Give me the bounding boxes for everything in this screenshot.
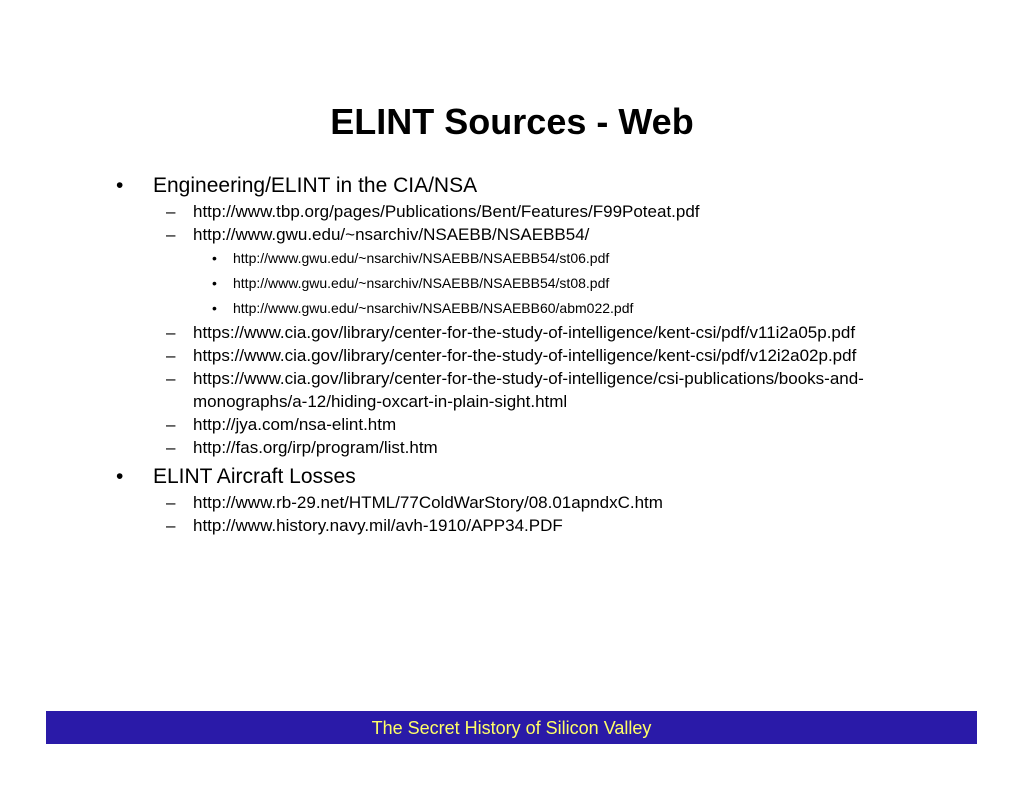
link-text: https://www.cia.gov/library/center-for-the-study-of-intelligence/csi-publications/books-and-monographs/a-12/hiding-oxcart-in-plain-sight.html: [193, 369, 864, 411]
dash-marker: –: [166, 202, 176, 221]
bullet-marker: •: [212, 275, 217, 291]
link-text: https://www.cia.gov/library/center-for-the-study-of-intelligence/kent-csi/pdf/v11i2a05p.pdf: [193, 323, 856, 342]
list-item: [0, 200, 1024, 223]
list-item: [0, 491, 1024, 514]
link-text: http://www.gwu.edu/~nsarchiv/NSAEBB/NSAEBB54/st08.pdf: [233, 275, 610, 291]
sub-list-item: [0, 271, 1024, 296]
link-text: http://www.history.navy.mil/avh-1910/APP34.PDF: [193, 516, 563, 535]
bullet-marker: •: [212, 300, 217, 316]
dash-marker: –: [166, 493, 176, 512]
list-item: [0, 223, 1024, 246]
bullet-marker: •: [116, 465, 124, 488]
link-text: https://www.cia.gov/library/center-for-the-study-of-intelligence/kent-csi/pdf/v12i2a02p.pdf: [193, 346, 857, 365]
footer-text: The Secret History of Silicon Valley: [371, 718, 652, 738]
link-text: http://www.rb-29.net/HTML/77ColdWarStory/08.01apndxC.htm: [193, 493, 663, 512]
link-text: http://fas.org/irp/program/list.htm: [193, 438, 438, 457]
dash-marker: –: [166, 516, 176, 535]
list-item: [0, 321, 1024, 344]
section-heading-text: ELINT Aircraft Losses: [153, 465, 356, 488]
list-item: [0, 436, 1024, 459]
list-item: [0, 367, 1024, 413]
link-text: http://www.gwu.edu/~nsarchiv/NSAEBB/NSAEBB54/st06.pdf: [233, 250, 610, 266]
bullet-marker: •: [212, 250, 217, 266]
link-text: http://jya.com/nsa-elint.htm: [193, 415, 397, 434]
slide-content: [0, 172, 1024, 537]
link-text: http://www.gwu.edu/~nsarchiv/NSAEBB/NSAEBB54/: [193, 225, 590, 244]
section-heading-text: Engineering/ELINT in the CIA/NSA: [153, 174, 478, 197]
sub-list-item: [0, 296, 1024, 321]
slide-title: ELINT Sources - Web: [330, 101, 694, 142]
dash-marker: –: [166, 225, 176, 244]
sub-list-item: [0, 246, 1024, 271]
dash-marker: –: [166, 323, 176, 342]
section-heading: [0, 463, 1024, 491]
dash-marker: –: [166, 415, 176, 434]
list-item: [0, 413, 1024, 436]
list-item: [0, 344, 1024, 367]
link-text: http://www.gwu.edu/~nsarchiv/NSAEBB/NSAEBB60/abm022.pdf: [233, 300, 634, 316]
bullet-marker: •: [116, 174, 124, 197]
dash-marker: –: [166, 369, 176, 388]
link-text: http://www.tbp.org/pages/Publications/Bent/Features/F99Poteat.pdf: [193, 202, 700, 221]
section-heading: [0, 172, 1024, 200]
dash-marker: –: [166, 346, 176, 365]
dash-marker: –: [166, 438, 176, 457]
list-item: [0, 514, 1024, 537]
footer-bar: [46, 711, 977, 744]
